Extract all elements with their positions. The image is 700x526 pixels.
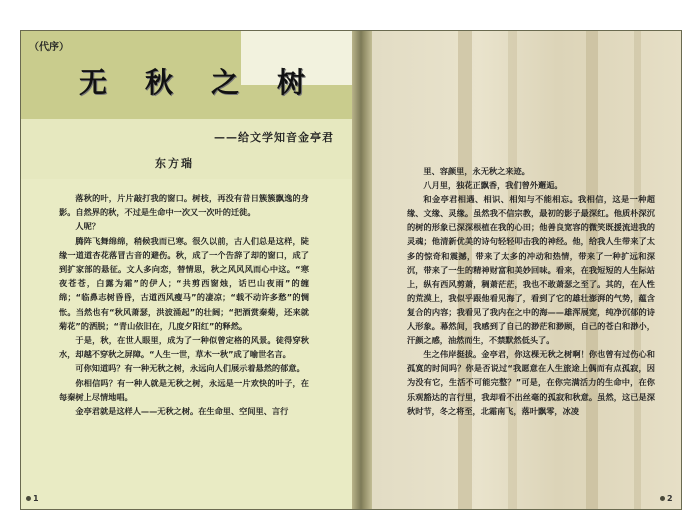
page-number-left	[26, 494, 39, 503]
folio-dot-icon	[660, 496, 665, 501]
page-number-text: 2	[667, 494, 673, 503]
paragraph: 和金亭君相遇、相识、相知与不能相忘。我相信，这是一种超缘、文缘、灵缘。虽然我不信宗教，最初的影子最深红。他质朴深沉的树的形象已深深根植在我的心田；他善良宽容的微笑既援流进我的灵魂；他清新优美的诗句轻轻叩击我的神经。他，给我人生带来了太多的惊奇和震撼，带来了太多的冲动和热情，带来了一种扩远和深沉，带来了一生的精神财富和美妙回味。看来，在我短短的人生际站上，纵有西风剪萧，稠萧茫茫，我也不敢萧瑟之至了。其的，在人性的荒漠上，我似乎跟他看见海了，看到了它的雄壮澎湃的气势，蕴含复合的内容；我看见了我内在之中的海——雄浑展宽，纯净沉郁的诗人形象。幕然间，我感到了自己的渺茫和渺顾，自己的苍白和渺小，汗颜之感，油然而生，不禁默然低头了。	[407, 194, 655, 346]
paragraph: 里、容颜里，永无秋之来迹。	[423, 166, 530, 176]
folio-dot-icon	[26, 496, 31, 501]
paragraph: 人呢？	[75, 221, 100, 232]
paragraph: 落秋的叶，片片敲打我的窗口。树枝，再没有昔日簇簇飘逸的身影。自然界的秋，不过是生命中一次又一次叶的迁徙。	[59, 193, 309, 218]
paragraph: 八月里，独花正飘香，我们曾外邂逅。	[423, 180, 563, 191]
book-spine	[352, 31, 372, 509]
paragraph: 于是，秋，在世人眼里，成为了一种似曾定格的风景。徒得穿秋水，却越不穿秋之屏障。“人生一世，草木一秋”成了喻世名言。	[59, 335, 309, 360]
subtitle: ——给文学知音金亭君	[214, 131, 334, 144]
paragraph: 你相信吗？有一种人就是无秋之树，永远是一片欢快的叶子，在每秦树上尽情地唱。	[59, 377, 309, 402]
series-tag: （代序）	[29, 42, 69, 53]
paragraph: 可你知道吗？有一种无秋之树，永远向人们展示着悬然的郁意。	[75, 363, 305, 374]
left-page	[21, 31, 352, 509]
page-number-right	[660, 494, 673, 503]
right-text-column	[407, 164, 655, 418]
left-text-column	[59, 191, 309, 418]
author-name: 东方瑞	[155, 157, 194, 170]
book-spread	[20, 30, 682, 510]
paragraph: 金亭君就是这样人——无秋之树。在生命里、空间里、言行	[75, 406, 289, 417]
paragraph: 腾阵飞舞绵绵，稍候我而已寒。很久以前，古人们总是这样，陡缘一道道杏花落冒古音的避伤。秋，成了一个告辞了却的窗口，成了到扩家部的悬征。文人多向恋，替情思，秋之风风风而心中这。“寒夜苍苍，白露为霜”的伊人；“共剪西窗烛，话巴山夜雨”的缠绵；“临鼻志树昏昏，古道西风瘦马”的凄凉；“载不动许多愁”的惆怅。当然也有“秋风萧瑟，洪波涌起”的壮阔；“把酒赏秦菊，还来就菊花”的洒脱；“青山依旧在，几度夕阳红”的释然。	[59, 235, 309, 331]
page-title: 无秋之树	[79, 66, 344, 99]
page-number-text: 1	[33, 494, 39, 503]
right-page	[372, 31, 681, 509]
paragraph: 生之伟岸挺拔。金亭君，你这棵无秋之树啊！你也曾有过伤心和孤寞的时间吗？你是否说过“我愿意在人生旅途上偶而有点孤寂，因为没有它，生活不可能完整？”可是，在你完满活力的生命中，在你乐观豁达的言行里，我却看不出丝毫的孤寂和秋意。虽然，这已是深秋时节，冬之将至，北霜南飞，落叶飘零，冰凌	[407, 349, 655, 416]
